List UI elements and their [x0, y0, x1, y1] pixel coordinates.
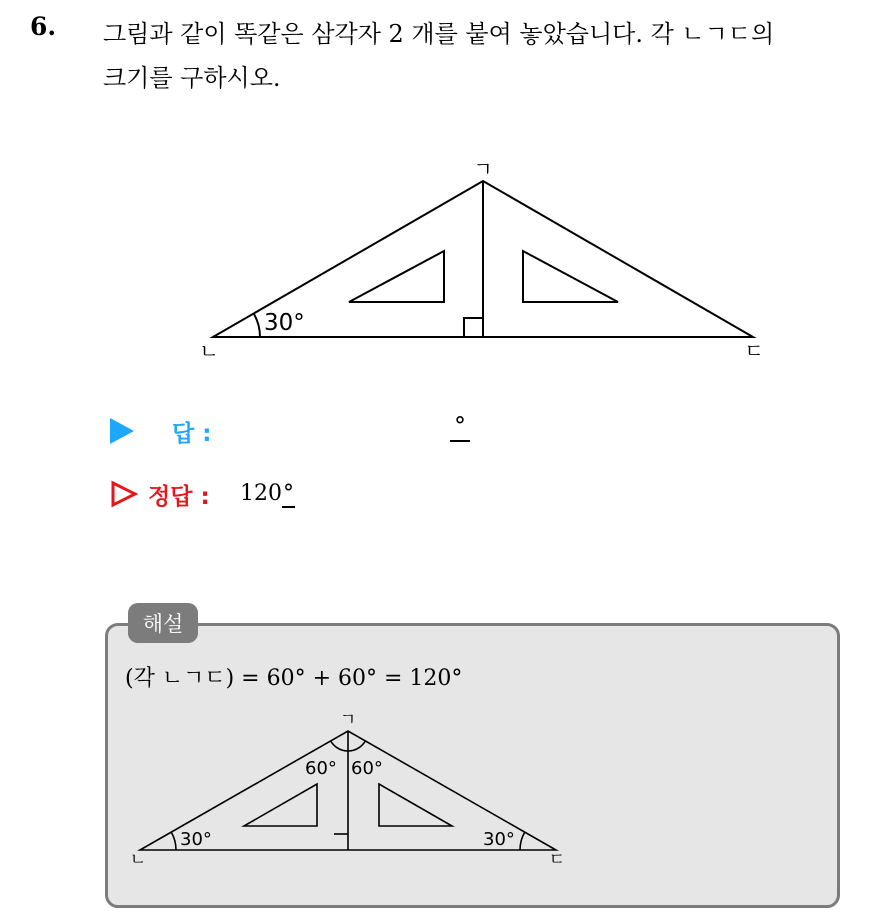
sol-vertex-label-right: ㄷ: [548, 850, 566, 870]
sol-angle-label-top-left: 60°: [305, 758, 337, 779]
vertex-label-left: ㄴ: [199, 339, 219, 363]
answer-blank[interactable]: °: [450, 412, 470, 442]
sol-vertex-label-top: ㄱ: [339, 710, 357, 730]
correct-label: 정답 :: [148, 483, 210, 510]
correct-value-number: 120: [240, 481, 282, 506]
question-number: 6.: [30, 12, 57, 41]
angle-label-30: 30°: [264, 310, 305, 336]
sol-angle-arc-left: [171, 832, 176, 850]
sol-angle-label-left: 30°: [180, 829, 212, 850]
sol-angle-arc-right: [520, 832, 525, 850]
sol-inner-cutout-right: [379, 784, 452, 826]
sol-angle-label-right: 30°: [483, 829, 515, 850]
answer-label: 답 :: [172, 420, 212, 447]
question-text-line1: 그림과 같이 똑같은 삼각자 2 개를 붙여 놓았습니다. 각 ㄴㄱㄷ의: [103, 20, 775, 48]
question-text-line2: 크기를 구하시오.: [103, 64, 281, 92]
vertex-label-top: ㄱ: [473, 157, 493, 181]
sol-vertex-label-left: ㄴ: [129, 850, 147, 870]
sol-angle-label-top-right: 60°: [351, 758, 383, 779]
correct-value-unit: °: [283, 481, 294, 506]
vertex-label-right: ㄷ: [744, 339, 764, 363]
solution-equation: (각 ㄴㄱㄷ) = 60° + 60° = 120°: [125, 666, 463, 691]
solution-tab: 해설: [128, 603, 198, 643]
sol-inner-cutout-left: [244, 784, 317, 826]
